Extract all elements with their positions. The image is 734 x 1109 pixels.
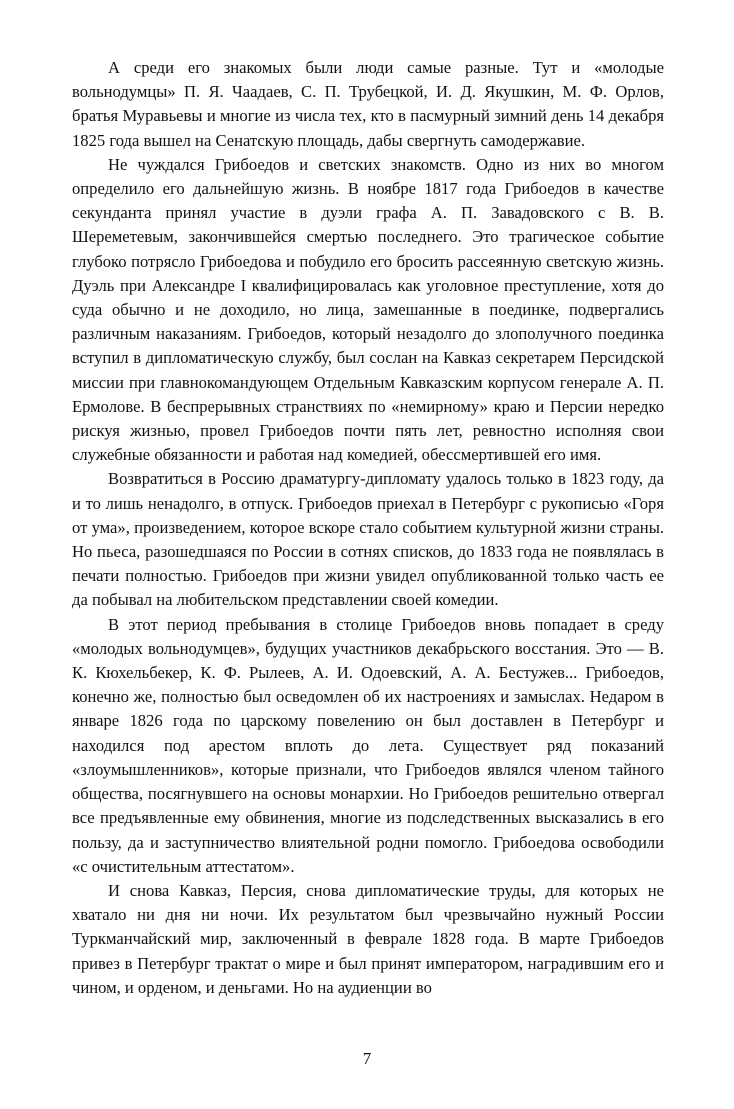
page-number: 7 xyxy=(362,1049,372,1068)
paragraph: Возвратиться в Россию драматургу-дипломату удалось только в 1823 году, да и то лишь ненадолго, в отпуск. Грибоедов приехал в Петербург с рукописью «Горя от ума», произведением, которое вскоре стало событием культурной жизни страны. Но пьеса, разошедшаяся по России в сотнях списков, до 1833 года не появлялась в печати полностью. Грибоедов при жизни увидел опубликованной только часть ее да побывал на любительском представлении своей комедии. xyxy=(72,469,664,610)
page-body xyxy=(72,56,664,1000)
paragraph: А среди его знакомых были люди самые разные. Тут и «молодые вольнодумцы» П. Я. Чаадаев, С. П. Трубецкой, И. Д. Якушкин, М. Ф. Орлов, братья Муравьевы и многие из числа тех, кто в пасмурный зимний день 14 декабря 1825 года вышел на Сенатскую площадь, дабы свергнуть самодержавие. xyxy=(72,58,664,150)
paragraph: Не чуждался Грибоедов и светских знакомств. Одно из них во многом определило его дальнейшую жизнь. В ноябре 1817 года Грибоедов в качестве секунданта принял участие в дуэли графа А. П. Завадовского с В. В. Шереметевым, закончившейся смертью последнего. Это трагическое событие глубоко потрясло Грибоедова и побудило его бросить рассеянную светскую жизнь. Дуэль при Александре I квалифицировалась как уголовное преступление, хотя до суда обычно и не доходило, но лица, замешанные в поединке, подвергались различным наказаниям. Грибоедов, который незадолго до злополучного поединка вступил в дипломатическую службу, был сослан на Кавказ секретарем Персидской миссии при главнокомандующем Отдельным Кавказским корпусом генерале А. П. Ермолове. В беспрерывных странствиях по «немирному» краю и Персии нередко рискуя жизнью, провел Грибоедов почти пять лет, ревностно исполняя свои служебные обязанности и работая над комедией, обессмертившей его имя. xyxy=(72,154,664,465)
paragraph: В этот период пребывания в столице Грибоедов вновь попадает в среду «молодых вольнодумцев», будущих участников декабрьского восстания. Это — В. К. Кюхельбекер, К. Ф. Рылеев, А. И. Одоевский, А. А. Бестужев... Грибоедов, конечно же, полностью был осведомлен об их настроениях и замыслах. Недаром в январе 1826 года по царскому повелению он был доставлен в Петербург и находился под арестом вплоть до лета. Существует ряд показаний «злоумышленников», которые признали, что Грибоедов являлся членом тайного общества, посягнувшего на основы монархии. Но Грибоедов решительно отвергал все предъявленные ему обвинения, многие из подследственных высказались в его пользу, да и заступничество влиятельной родни помогло. Грибоедова освободили «с очистительным аттестатом». xyxy=(72,614,664,876)
paragraph: И снова Кавказ, Персия, снова дипломатические труды, для которых не хватало ни дня ни ночи. Их результатом был чрезвычайно нужный России Туркманчайский мир, заключенный в феврале 1828 года. В марте Грибоедов привез в Петербург трактат о мире и был принят императором, наградившим его и чином, и орденом, и деньгами. Но на аудиенции во xyxy=(72,880,664,997)
